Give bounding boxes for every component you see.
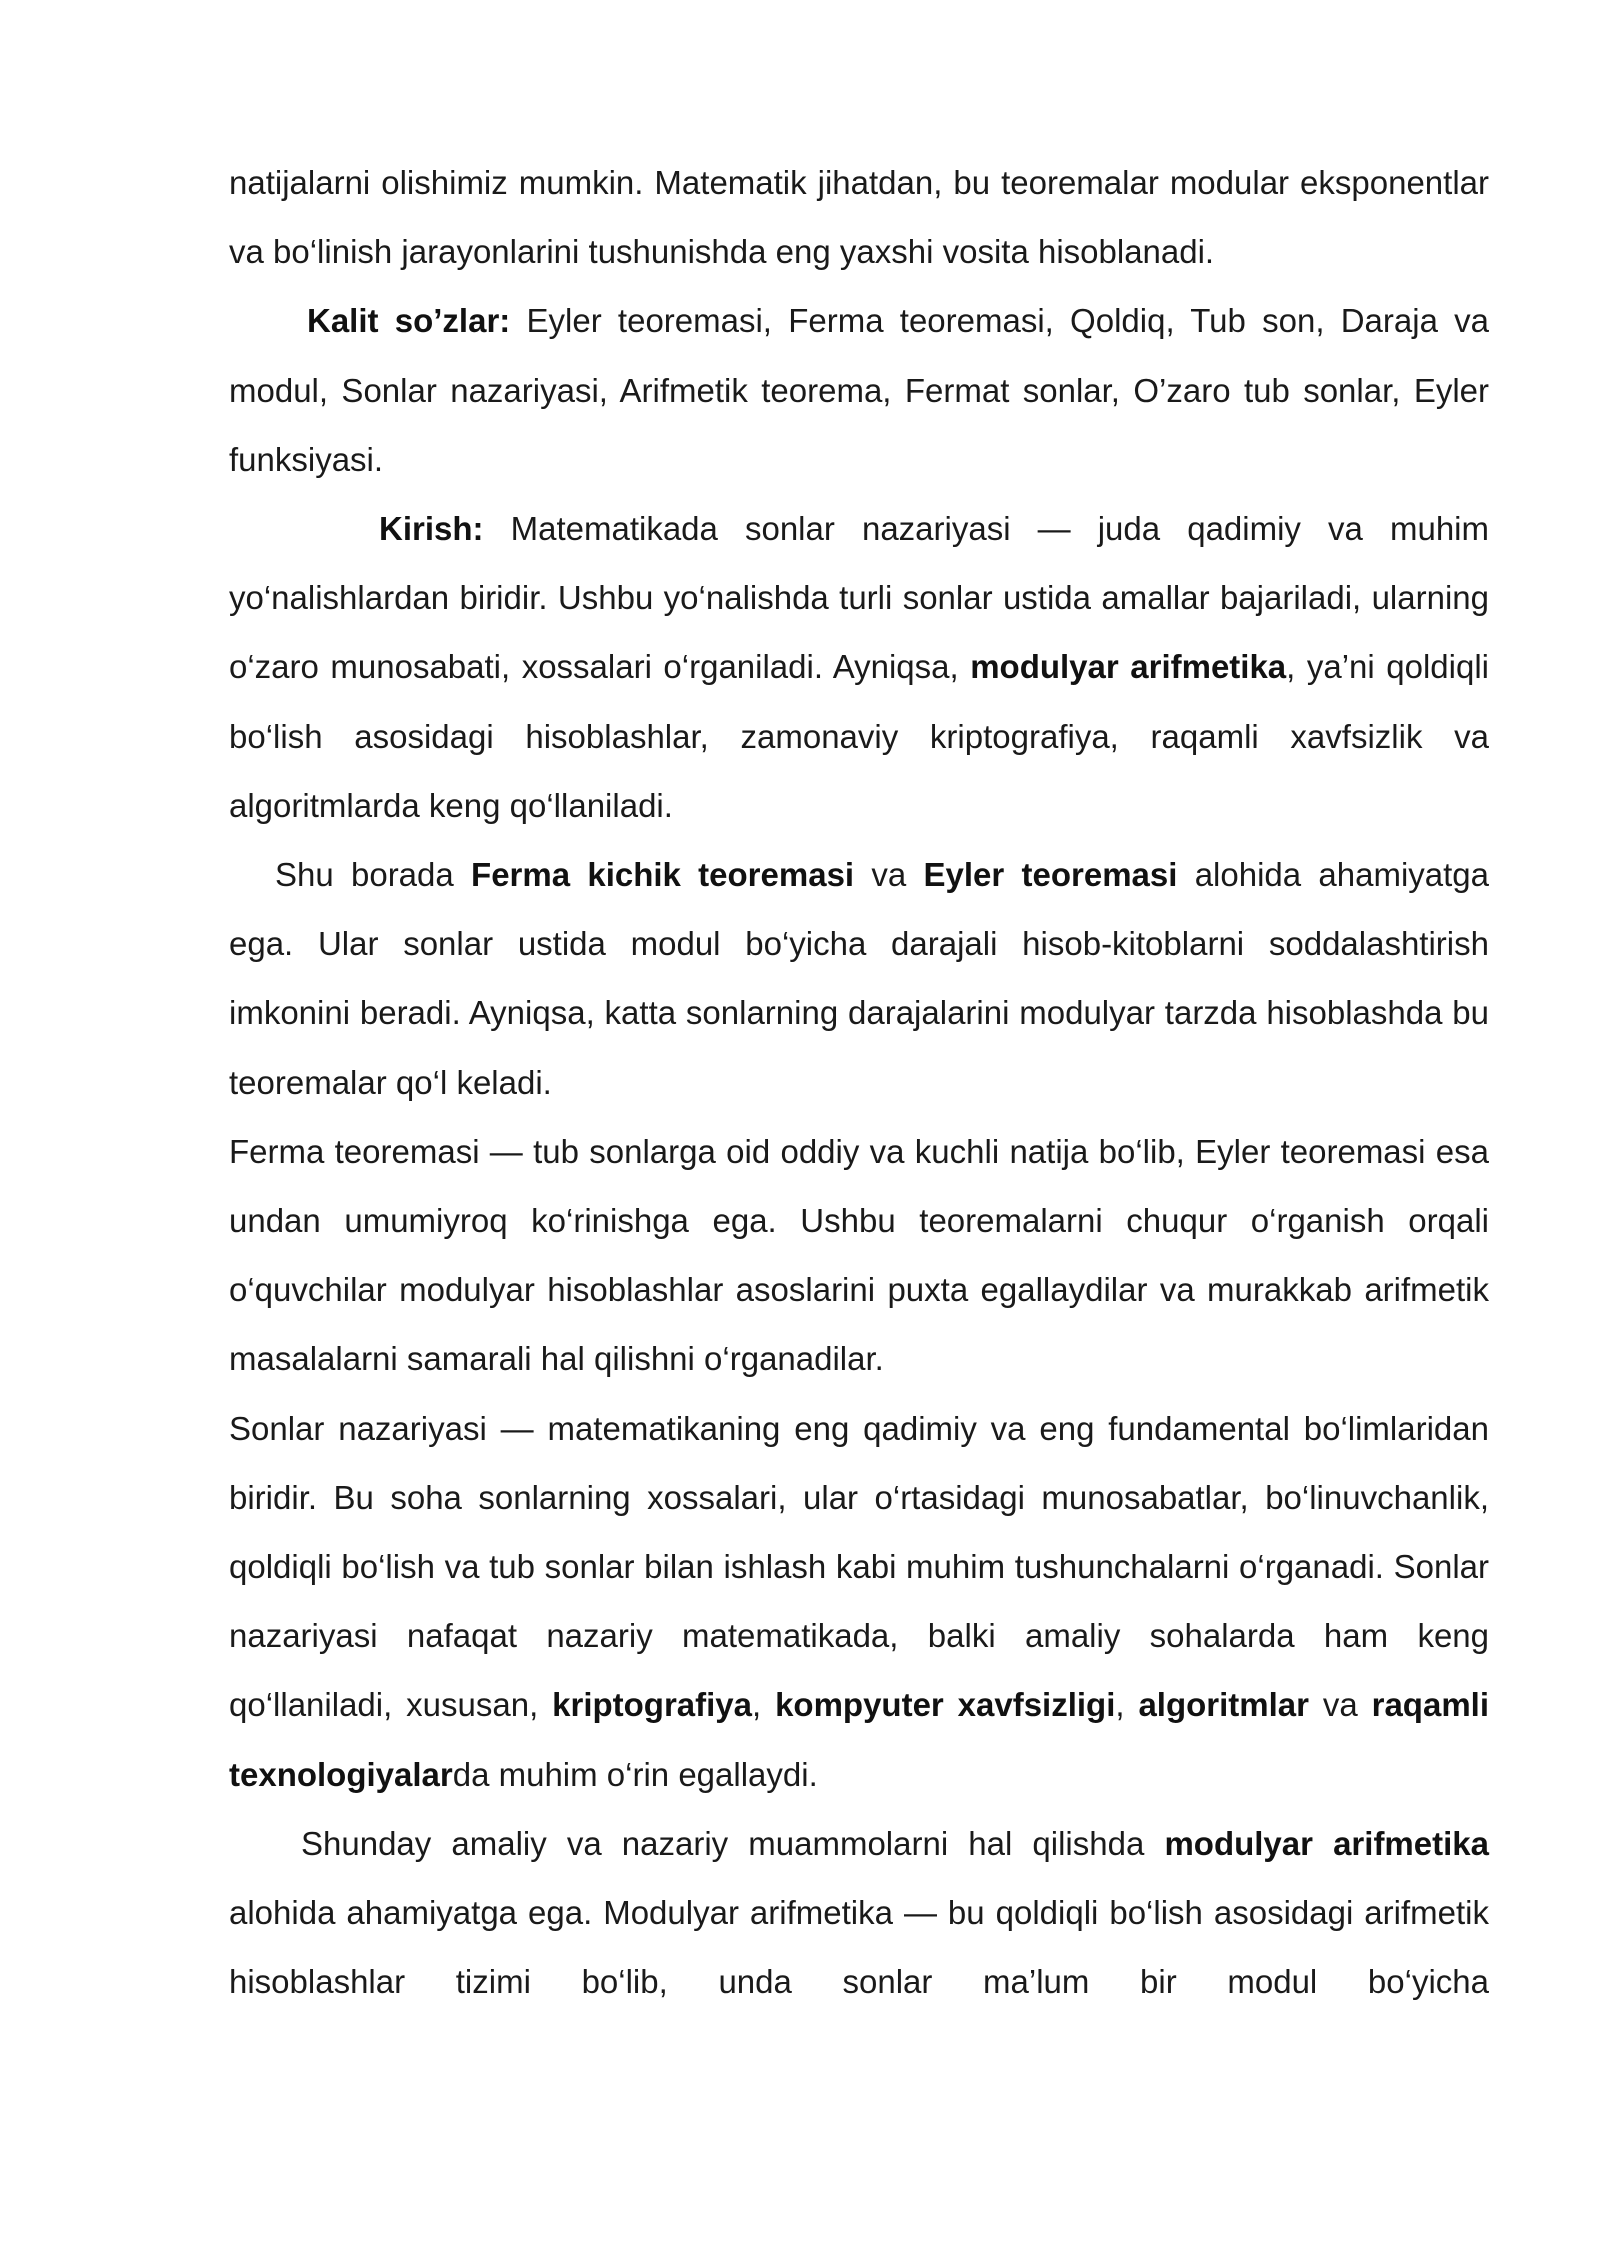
bold-term: modulyar arifmetika xyxy=(970,648,1287,686)
text-run: Shu borada xyxy=(275,856,472,894)
document-body xyxy=(229,148,1489,2016)
text-run: Shunday amaliy va nazariy muammolarni hal qilishda xyxy=(301,1824,1165,1862)
text-run: Ferma teoremasi — tub sonlarga oid oddiy va kuchli natija bo‘lib, Eyler teoremasi esa undan umumiyroq ko‘rinishga ega. Ushbu teoremalarni chuqur o‘rganish orqali o‘quvchilar modulyar hisoblashlar asoslarini puxta egallaydilar va murakkab arifmetik masalalarni samarali hal qilishni o‘rganadilar. xyxy=(229,1132,1489,1378)
paragraph-fermat xyxy=(229,1117,1489,1394)
introduction-heading: Kirish: xyxy=(379,510,484,548)
paragraph-keywords xyxy=(229,286,1489,494)
keywords-heading: Kalit so’zlar: xyxy=(307,302,511,340)
bold-term: raqamli texnologiyalar xyxy=(229,1686,1489,1793)
bold-term: kriptografiya xyxy=(552,1686,753,1724)
paragraph-introduction xyxy=(229,494,1489,840)
text-run: da muhim o‘rin egallaydi. xyxy=(452,1755,818,1793)
bold-term: Eyler teoremasi xyxy=(923,856,1178,894)
text-run: Sonlar nazariyasi — matematikaning eng qadimiy va eng fundamental bo‘limlaridan biridir. Bu soha sonlarning xossalari, ular o‘rtasidagi munosabatlar, bo‘linuvchanlik, qoldiqli bo‘lish va tub sonlar bilan ishlash kabi muhim tushunchalarni o‘rganadi. Sonlar nazariyasi nafaqat nazariy matematikada, balki amaliy sohalarda ham keng qo‘llaniladi, xususan, xyxy=(229,1409,1489,1724)
bold-term: modulyar arifmetika xyxy=(1164,1824,1489,1862)
text-run: alohida ahamiyatga ega. Ular sonlar ustida modul bo‘yicha darajali hisob-kitoblarni soddalashtirish imkonini beradi. Ayniqsa, katta sonlarning darajalarini modulyar tarzda hisoblashda bu teoremalar qo‘l keladi. xyxy=(229,856,1490,1101)
bold-term: Ferma kichik teoremasi xyxy=(471,856,855,894)
keywords-list: Eyler teoremasi, Ferma teoremasi, Qoldiq, Tub son, Daraja va modul, Sonlar nazariyasi, Arifmetik teorema, Fermat sonlar, O’zaro tub sonlar, Eyler funksiyasi. xyxy=(229,302,1490,478)
bold-term: kompyuter xavfsizligi xyxy=(775,1686,1116,1724)
text-run: va xyxy=(854,856,924,894)
text-run: alohida ahamiyatga ega. Modulyar arifmetika — bu qoldiqli bo‘lish asosidagi arifmetik hisoblashlar tizimi bo‘lib, unda sonlar ma’lum bir modul bo‘yicha xyxy=(229,1894,1489,2001)
text-run: natijalarni olishimiz mumkin. Matematik jihatdan, bu teoremalar modular eksponentlar va bo‘linish jarayonlarini tushunishda eng yaxshi vosita hisoblanadi. xyxy=(229,164,1489,271)
bold-term: algoritmlar xyxy=(1138,1686,1309,1724)
paragraph-theorems xyxy=(229,840,1489,1117)
paragraph-intro-continuation xyxy=(229,148,1489,286)
paragraph-modular-arithmetic xyxy=(229,1809,1489,2017)
text-run: , xyxy=(752,1686,776,1724)
text-run: , xyxy=(1115,1686,1139,1724)
paragraph-number-theory xyxy=(229,1394,1489,1809)
text-run: , ya’ni qoldiqli bo‘lish asosidagi hisoblashlar, zamonaviy kriptografiya, raqamli xavfsizlik va algoritmlarda keng qo‘llaniladi. xyxy=(229,648,1489,824)
text-run: va xyxy=(1308,1686,1372,1724)
text-run: Matematikada sonlar nazariyasi — juda qadimiy va muhim yo‘nalishlardan biridir. Ushbu yo‘nalishda turli sonlar ustida amallar bajariladi, ularning o‘zaro munosabati, xossalari o‘rganiladi. Ayniqsa, xyxy=(229,510,1489,686)
